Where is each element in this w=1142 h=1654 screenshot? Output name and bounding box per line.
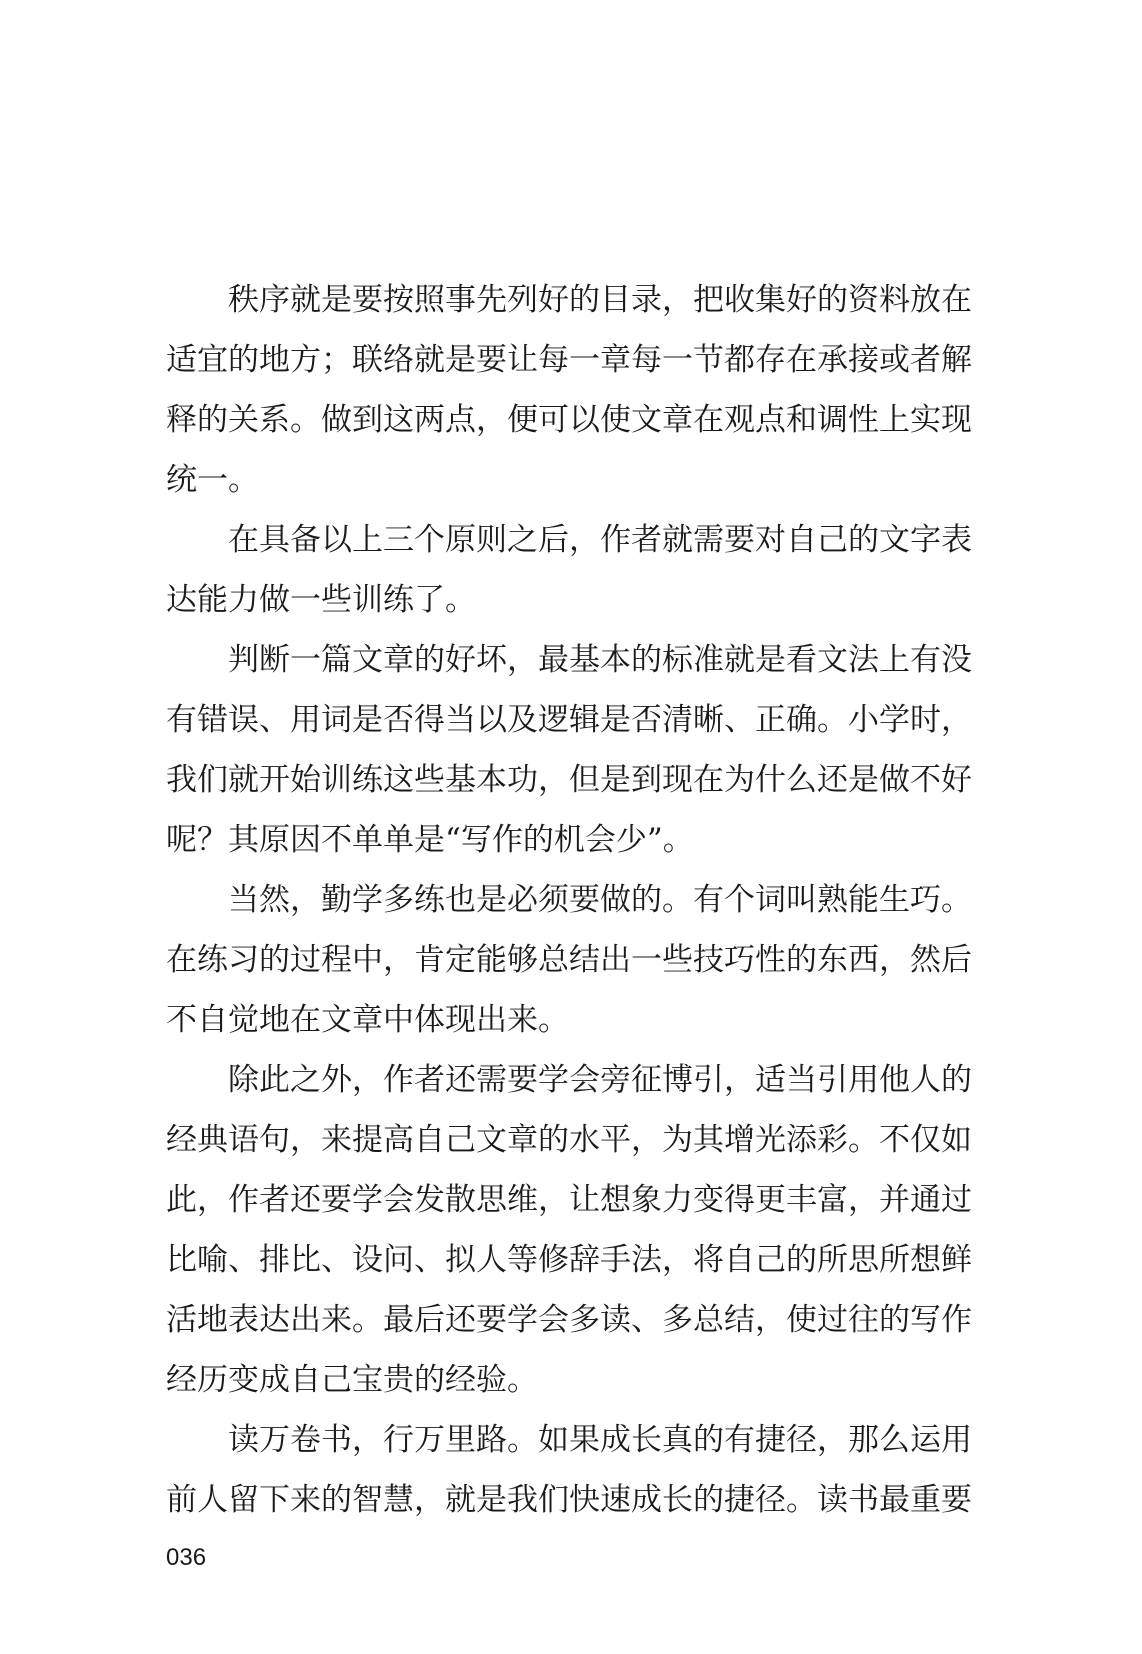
paragraph-3-line-3: 我们就开始训练这些基本功，但是到现在为什么还是做不好: [166, 762, 972, 798]
paragraph-3-line-4: 呢？其原因不单单是“写作的机会少”。: [166, 822, 694, 858]
paragraph-6-line-2: 前人留下来的智慧，就是我们快速成长的捷径。读书最重要: [166, 1482, 972, 1518]
paragraph-4-line-2: 在练习的过程中，肯定能够总结出一些技巧性的东西，然后: [166, 942, 972, 978]
paragraph-3-line-1: 判断一篇文章的好坏，最基本的标准就是看文法上有没: [228, 642, 972, 678]
paragraph-4-line-1: 当然，勤学多练也是必须要做的。有个词叫熟能生巧。: [228, 882, 972, 918]
paragraph-5-line-5: 活地表达出来。最后还要学会多读、多总结，使过往的写作: [166, 1302, 972, 1338]
paragraph-3-line-2: 有错误、用词是否得当以及逻辑是否清晰、正确。小学时，: [166, 702, 972, 738]
paragraph-5-line-1: 除此之外，作者还需要学会旁征博引，适当引用他人的: [228, 1062, 972, 1098]
paragraph-5-line-6: 经历变成自己宝贵的经验。: [166, 1362, 538, 1398]
paragraph-2-line-1: 在具备以上三个原则之后，作者就需要对自己的文字表: [228, 522, 972, 558]
page-number: 036: [166, 1544, 207, 1571]
paragraph-1-line-4: 统一。: [166, 462, 259, 498]
paragraph-5-line-4: 比喻、排比、设问、拟人等修辞手法，将自己的所思所想鲜: [166, 1242, 972, 1278]
paragraph-1-line-2: 适宜的地方；联络就是要让每一章每一节都存在承接或者解: [166, 342, 972, 378]
paragraph-4-line-3: 不自觉地在文章中体现出来。: [166, 1002, 569, 1038]
paragraph-6-line-1: 读万卷书，行万里路。如果成长真的有捷径，那么运用: [228, 1422, 972, 1458]
paragraph-1-line-1: 秩序就是要按照事先列好的目录，把收集好的资料放在: [228, 282, 972, 318]
paragraph-1-line-3: 释的关系。做到这两点，便可以使文章在观点和调性上实现: [166, 402, 972, 438]
paragraph-5-line-3: 此，作者还要学会发散思维，让想象力变得更丰富，并通过: [166, 1182, 972, 1218]
paragraph-2-line-2: 达能力做一些训练了。: [166, 582, 476, 618]
body-text: [166, 270, 972, 1530]
paragraph-5-line-2: 经典语句，来提高自己文章的水平，为其增光添彩。不仅如: [166, 1122, 972, 1158]
